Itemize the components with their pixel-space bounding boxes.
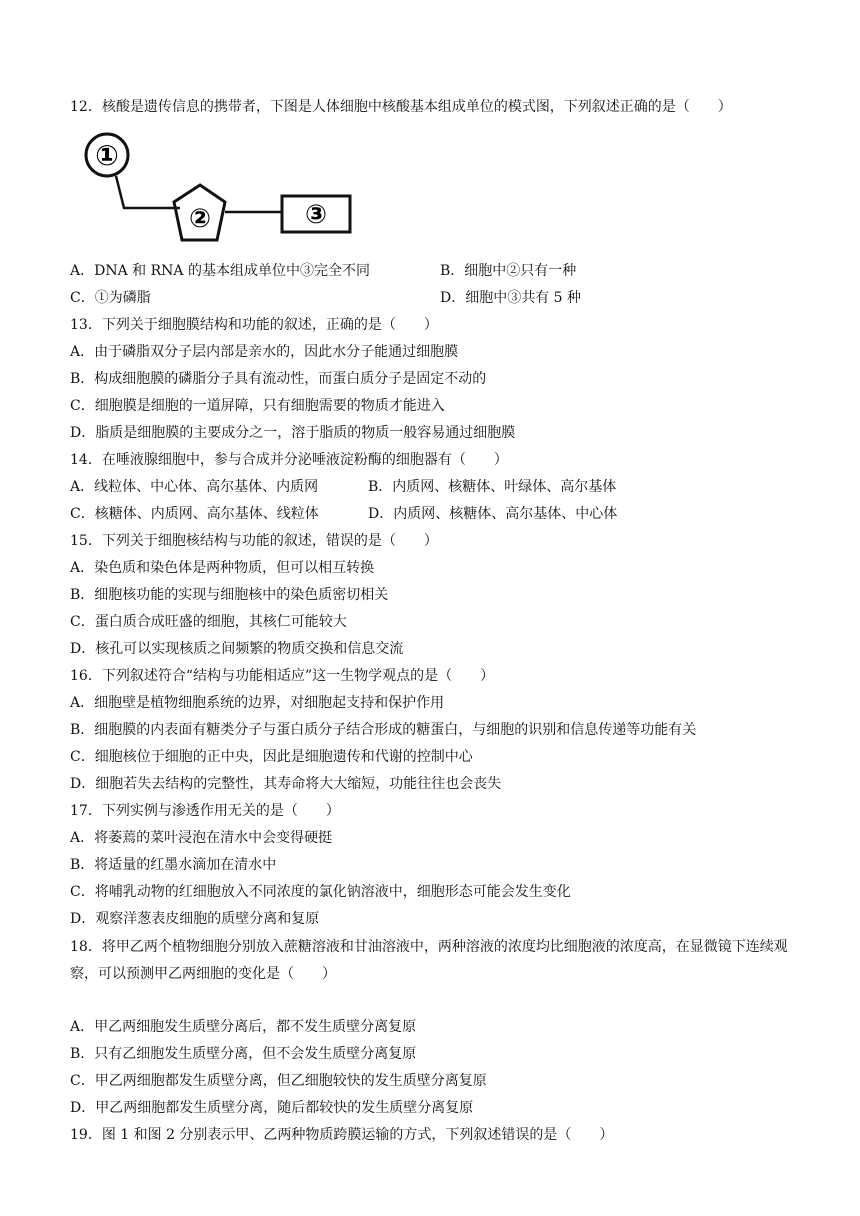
q15-option-d: D．核孔可以实现核质之间频繁的物质交换和信息交流: [70, 641, 404, 657]
q14-option-b: B．内质网、核糖体、叶绿体、高尔基体: [368, 479, 617, 495]
q17-option-d: D．观察洋葱表皮细胞的质壁分离和复原: [70, 911, 320, 927]
q14-option-c: C．核糖体、内质网、高尔基体、线粒体: [70, 506, 319, 522]
nucleotide-diagram: [72, 132, 362, 247]
q17-option-a: A．将萎蔫的菜叶浸泡在清水中会变得硬挺: [70, 830, 333, 846]
q12-option-c: C．①为磷脂: [70, 290, 151, 306]
q14-option-d: D．内质网、核糖体、高尔基体、中心体: [368, 506, 618, 522]
q14-option-a: A．线粒体、中心体、高尔基体、内质网: [70, 479, 319, 495]
q12-option-b: B．细胞中②只有一种: [440, 263, 577, 279]
q15-option-b: B．细胞核功能的实现与细胞核中的染色质密切相关: [70, 587, 389, 603]
q16-option-d: D．细胞若失去结构的完整性，其寿命将大大缩短，功能往往也会丧失: [70, 776, 502, 792]
q18-option-d: D．甲乙两细胞都发生质壁分离，随后都较快的发生质壁分离复原: [70, 1100, 474, 1116]
q13-option-d: D．脂质是细胞膜的主要成分之一，溶于脂质的物质一般容易通过细胞膜: [70, 425, 516, 441]
q15-stem: 15．下列关于细胞核结构与功能的叙述，错误的是（ ）: [70, 533, 438, 549]
connector-line-1: [116, 176, 180, 208]
q16-option-c: C．细胞核位于细胞的正中央，因此是细胞遗传和代谢的控制中心: [70, 749, 473, 765]
q13-option-b: B．构成细胞膜的磷脂分子具有流动性，而蛋白质分子是固定不动的: [70, 371, 487, 387]
q17-option-c: C．将哺乳动物的红细胞放入不同浓度的氯化钠溶液中，细胞形态可能会发生变化: [70, 884, 571, 900]
q15-option-c: C．蛋白质合成旺盛的细胞，其核仁可能较大: [70, 614, 347, 630]
q14-stem: 14．在唾液腺细胞中，参与合成并分泌唾液淀粉酶的细胞器有（ ）: [70, 452, 508, 468]
q12-stem: 12．核酸是遗传信息的携带者，下图是人体细胞中核酸基本组成单位的模式图，下列叙述正确的是（ ）: [70, 99, 732, 115]
q18-option-c: C．甲乙两细胞都发生质壁分离，但乙细胞较快的发生质壁分离复原: [70, 1073, 487, 1089]
q16-option-a: A．细胞壁是植物细胞系统的边界，对细胞起支持和保护作用: [70, 695, 445, 711]
diagram-label-2: ②: [188, 204, 212, 234]
diagram-label-1: ①: [95, 139, 119, 172]
q13-stem: 13．下列关于细胞膜结构和功能的叙述，正确的是（ ）: [70, 317, 438, 333]
q17-stem: 17．下列实例与渗透作用无关的是（ ）: [70, 803, 340, 819]
q13-option-a: A．由于磷脂双分子层内部是亲水的，因此水分子能通过细胞膜: [70, 344, 459, 360]
q18-option-b: B．只有乙细胞发生质壁分离，但不会发生质壁分离复原: [70, 1046, 417, 1062]
q15-option-a: A．染色质和染色体是两种物质，但可以相互转换: [70, 560, 375, 576]
q16-stem: 16．下列叙述符合“结构与功能相适应”这一生物学观点的是（ ）: [70, 668, 495, 684]
q17-option-b: B．将适量的红墨水滴加在清水中: [70, 857, 277, 873]
q12-option-d: D．细胞中③共有 5 种: [440, 290, 582, 306]
q12-option-a: A．DNA 和 RNA 的基本组成单位中③完全不同: [70, 263, 370, 279]
diagram-label-3: ③: [304, 200, 328, 230]
q16-option-b: B．细胞膜的内表面有糖类分子与蛋白质分子结合形成的糖蛋白，与细胞的识别和信息传递等功能有关: [70, 722, 697, 738]
q19-stem: 19．图 1 和图 2 分别表示甲、乙两种物质跨膜运输的方式，下列叙述错误的是（ ）: [70, 1127, 614, 1143]
q13-option-c: C．细胞膜是细胞的一道屏障，只有细胞需要的物质才能进入: [70, 398, 445, 414]
q18-option-a: A．甲乙两细胞发生质壁分离后，都不发生质壁分离复原: [70, 1019, 417, 1035]
q18-stem: 18．将甲乙两个植物细胞分别放入蔗糖溶液和甘油溶液中，两种溶液的浓度均比细胞液的浓度高，在显微镜下连续观察，可以预测甲乙两细胞的变化是（ ）: [70, 939, 788, 982]
